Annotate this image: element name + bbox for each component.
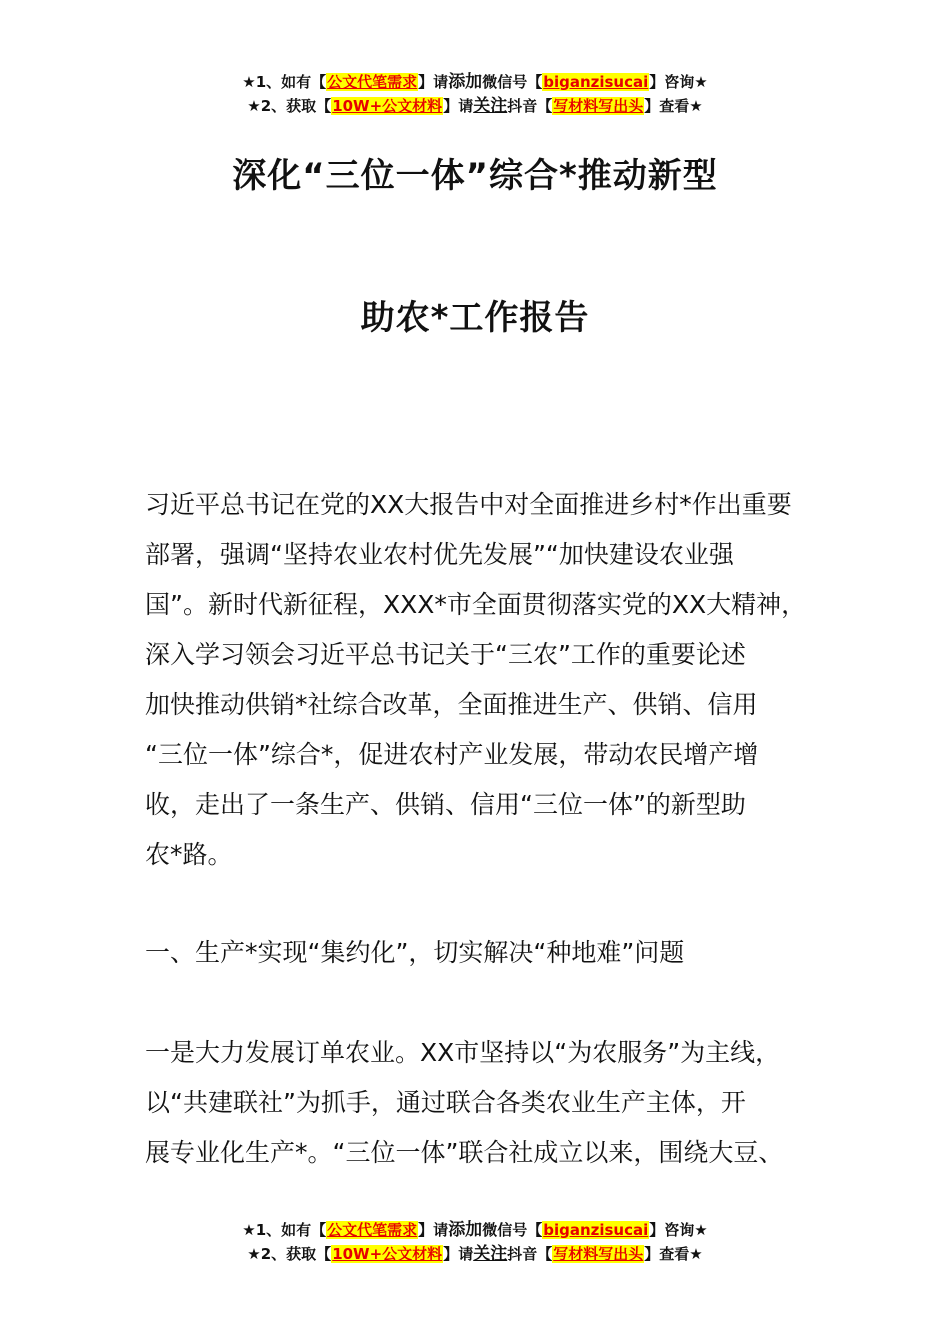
section-1-paragraph <box>145 1028 835 1178</box>
banner-text: 添加 <box>448 1220 483 1240</box>
highlight-ghostwriting: 公文代笔需求 <box>327 1221 418 1239</box>
banner-line-2 <box>0 1242 950 1266</box>
highlight-ghostwriting: 公文代笔需求 <box>327 73 418 91</box>
highlight-wechat-id: biganzisucai <box>543 1221 649 1239</box>
banner-text: 】查看★ <box>644 1245 703 1263</box>
highlight-douyin-account: 写材料写出头 <box>553 1245 644 1263</box>
banner-line-2 <box>0 94 950 118</box>
text-line: 收，走出了一条生产、供销、信用“三位一体”的新型助 <box>145 790 746 819</box>
document-title-line-2: 助农*工作报告 <box>360 298 590 338</box>
banner-text: 】查看★ <box>644 97 703 115</box>
banner-text: 微信号【 <box>482 73 543 91</box>
banner-text: ★1、如有【 <box>242 73 327 91</box>
banner-line-1 <box>0 1218 950 1242</box>
highlight-materials: 10W+公文材料 <box>332 97 443 115</box>
banner-text: 】咨询★ <box>649 73 708 91</box>
banner-text: 】请 <box>418 1221 449 1239</box>
text-line: 深入学习领会习近平总书记关于“三农”工作的重要论述 <box>145 640 746 669</box>
text-line: “三位一体”综合*，促进农村产业发展，带动农民增产增 <box>145 740 759 769</box>
banner-text: ★2、获取【 <box>247 1245 332 1263</box>
text-line: 习近平总书记在党的XX大报告中对全面推进乡村*作出重要 <box>145 490 792 519</box>
banner-text: 】请 <box>443 97 474 115</box>
banner-text: 】咨询★ <box>649 1221 708 1239</box>
banner-text: 关注 <box>473 1244 508 1264</box>
text-line: 以“共建联社”为抓手，通过联合各类农业生产主体，开 <box>145 1088 746 1117</box>
text-line: 加快推动供销*社综合改革，全面推进生产、供销、信用 <box>145 690 758 719</box>
highlight-wechat-id: biganzisucai <box>543 73 649 91</box>
banner-text: 关注 <box>473 96 508 116</box>
highlight-douyin-account: 写材料写出头 <box>553 97 644 115</box>
header-banner <box>0 70 950 118</box>
banner-text: ★2、获取【 <box>247 97 332 115</box>
text-line: 国”。新时代新征程，XXX*市全面贯彻落实党的XX大精神， <box>145 590 807 619</box>
footer-banner <box>0 1218 950 1266</box>
banner-line-1 <box>0 70 950 94</box>
banner-text: 】请 <box>443 1245 474 1263</box>
text-line: 农*路。 <box>145 840 233 869</box>
banner-text: 微信号【 <box>482 1221 543 1239</box>
banner-text: 抖音【 <box>507 1245 553 1263</box>
banner-text: 】请 <box>418 73 449 91</box>
banner-text: 抖音【 <box>507 97 553 115</box>
text-line: 展专业化生产*。“三位一体”联合社成立以来，围绕大豆、 <box>145 1138 784 1167</box>
section-heading-1: 一、生产*实现“集约化”，切实解决“种地难”问题 <box>145 938 685 967</box>
text-line: 一是大力发展订单农业。XX市坚持以“为农服务”为主线， <box>145 1038 781 1067</box>
banner-text: 添加 <box>448 72 483 92</box>
banner-text: ★1、如有【 <box>242 1221 327 1239</box>
text-line: 部署，强调“坚持农业农村优先发展”“加快建设农业强 <box>145 540 734 569</box>
highlight-materials: 10W+公文材料 <box>332 1245 443 1263</box>
document-title-line-1: 深化“三位一体”综合*推动新型 <box>232 156 718 196</box>
intro-paragraph <box>145 480 835 880</box>
